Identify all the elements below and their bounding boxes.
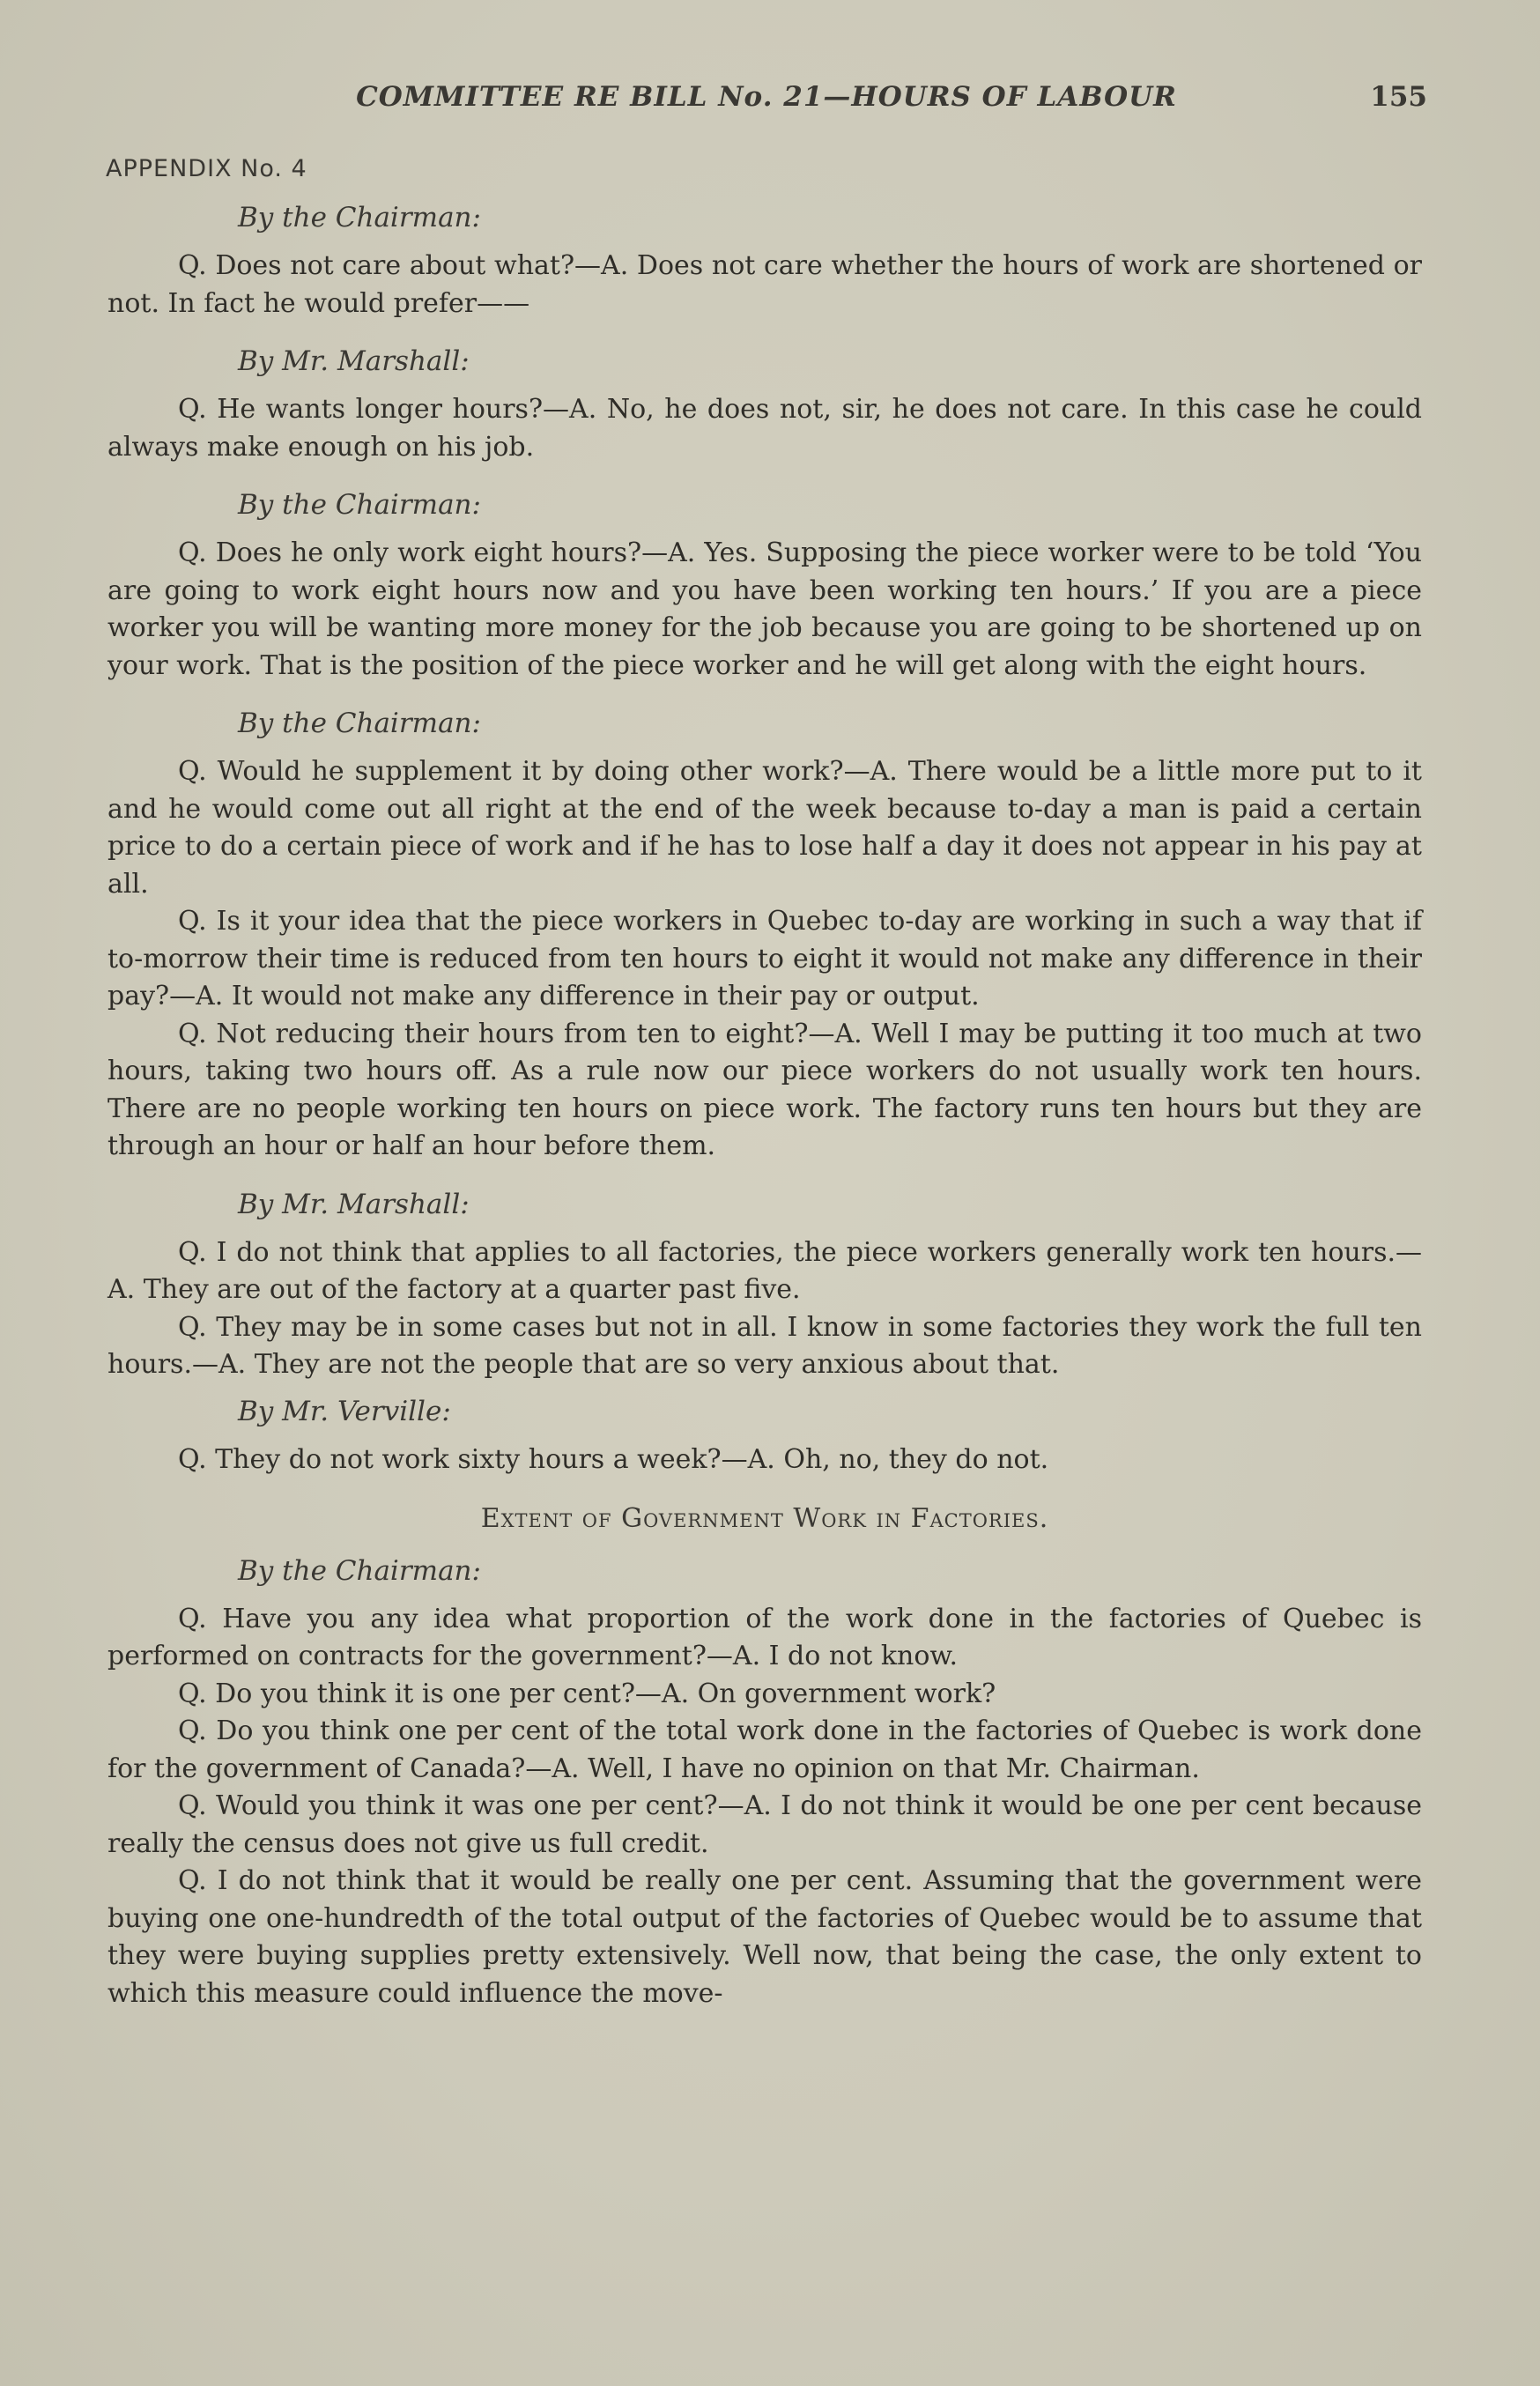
paragraph: Q. Do you think it is one per cent?—A. On government work? (178, 1678, 996, 1709)
speaker-heading: By the Chairman: (238, 1554, 481, 1587)
running-title: COMMITTEE RE BILL No. 21—HOURS OF LABOUR (356, 81, 1177, 113)
paragraph: Q. He wants longer hours?—A. No, he does not, sir, he does not care. In this case he could always make enough on his job. (107, 394, 1422, 463)
paragraph: Q. Would he supplement it by doing other work?—A. There would be a little more put to it and he would come out all right at the end of the week because to-day a man is paid a certain price to do a certain piece of work and if he has to lose half a day it does not appear in his pay at all. (107, 756, 1422, 900)
paragraph: Q. They do not work sixty hours a week?—A. Oh, no, they do not. (178, 1443, 1049, 1475)
appendix-label: APPENDIX No. 4 (106, 155, 307, 182)
paragraph: Q. Does not care about what?—A. Does not care whether the hours of work are shortened or not. In fact he would prefer—— (107, 250, 1422, 319)
document-body (107, 199, 1422, 2012)
paragraph: Q. Is it your idea that the piece workers in Quebec to-day are working in such a way that if to-morrow their time is reduced from ten hours to eight it would not make any difference in their pay?—A. It would not make any difference in their pay or output. (107, 906, 1422, 1011)
speaker-heading: By the Chairman: (238, 202, 481, 233)
paragraph: Q. Would you think it was one per cent?—A. I do not think it would be one per cent because really the census does not give us full credit. (107, 1790, 1422, 1859)
paragraph: Q. Have you any idea what proportion of the work done in the factories of Quebec is performed on contracts for the government?—A. I do not know. (107, 1603, 1422, 1671)
paragraph: Q. Do you think one per cent of the total work done in the factories of Quebec is work done for the government of Canada?—A. Well, I have no opinion on that Mr. Chairman. (107, 1715, 1422, 1784)
page-number: 155 (1370, 81, 1427, 113)
paragraph: Q. I do not think that applies to all factories, the piece workers generally work ten hours.—A. They are out of the factory at a quarter past five. (107, 1236, 1422, 1305)
section-heading: Extent of Government Work in Factories. (480, 1503, 1049, 1534)
paragraph: Q. Not reducing their hours from ten to eight?—A. Well I may be putting it too much at two hours, taking two hours off. As a rule now our piece workers do not usually work ten hours. There are no people working ten hours on piece work. The factory runs ten hours but they are through an hour or half an hour before them. (107, 1018, 1422, 1161)
speaker-heading: By the Chairman: (238, 708, 481, 739)
paragraph: Q. Does he only work eight hours?—A. Yes. Supposing the piece worker were to be told ‘You are going to work eight hours now and you have been working ten hours.’ If you are a piece worker you will be wanting more money for the job because you are going to be shortened up on your work. That is the position of the piece worker and he will get along with the eight hours. (107, 537, 1422, 681)
speaker-heading: By Mr. Verville: (238, 1395, 451, 1427)
paragraph: Q. I do not think that it would be really one per cent. Assuming that the government were buying one one-hundredth of the total output of the factories of Quebec would be to assume that they were buying supplies pretty extensively. Well now, that being the case, the only extent to which this measure could influence the move- (107, 1865, 1422, 2009)
page-header (106, 81, 1427, 120)
paragraph: Q. They may be in some cases but not in all. I know in some factories they work the full ten hours.—A. They are not the people that are so very anxious about that. (107, 1311, 1422, 1380)
speaker-heading: By Mr. Marshall: (238, 1188, 470, 1220)
speaker-heading: By Mr. Marshall: (238, 345, 470, 377)
speaker-heading: By the Chairman: (238, 489, 481, 521)
